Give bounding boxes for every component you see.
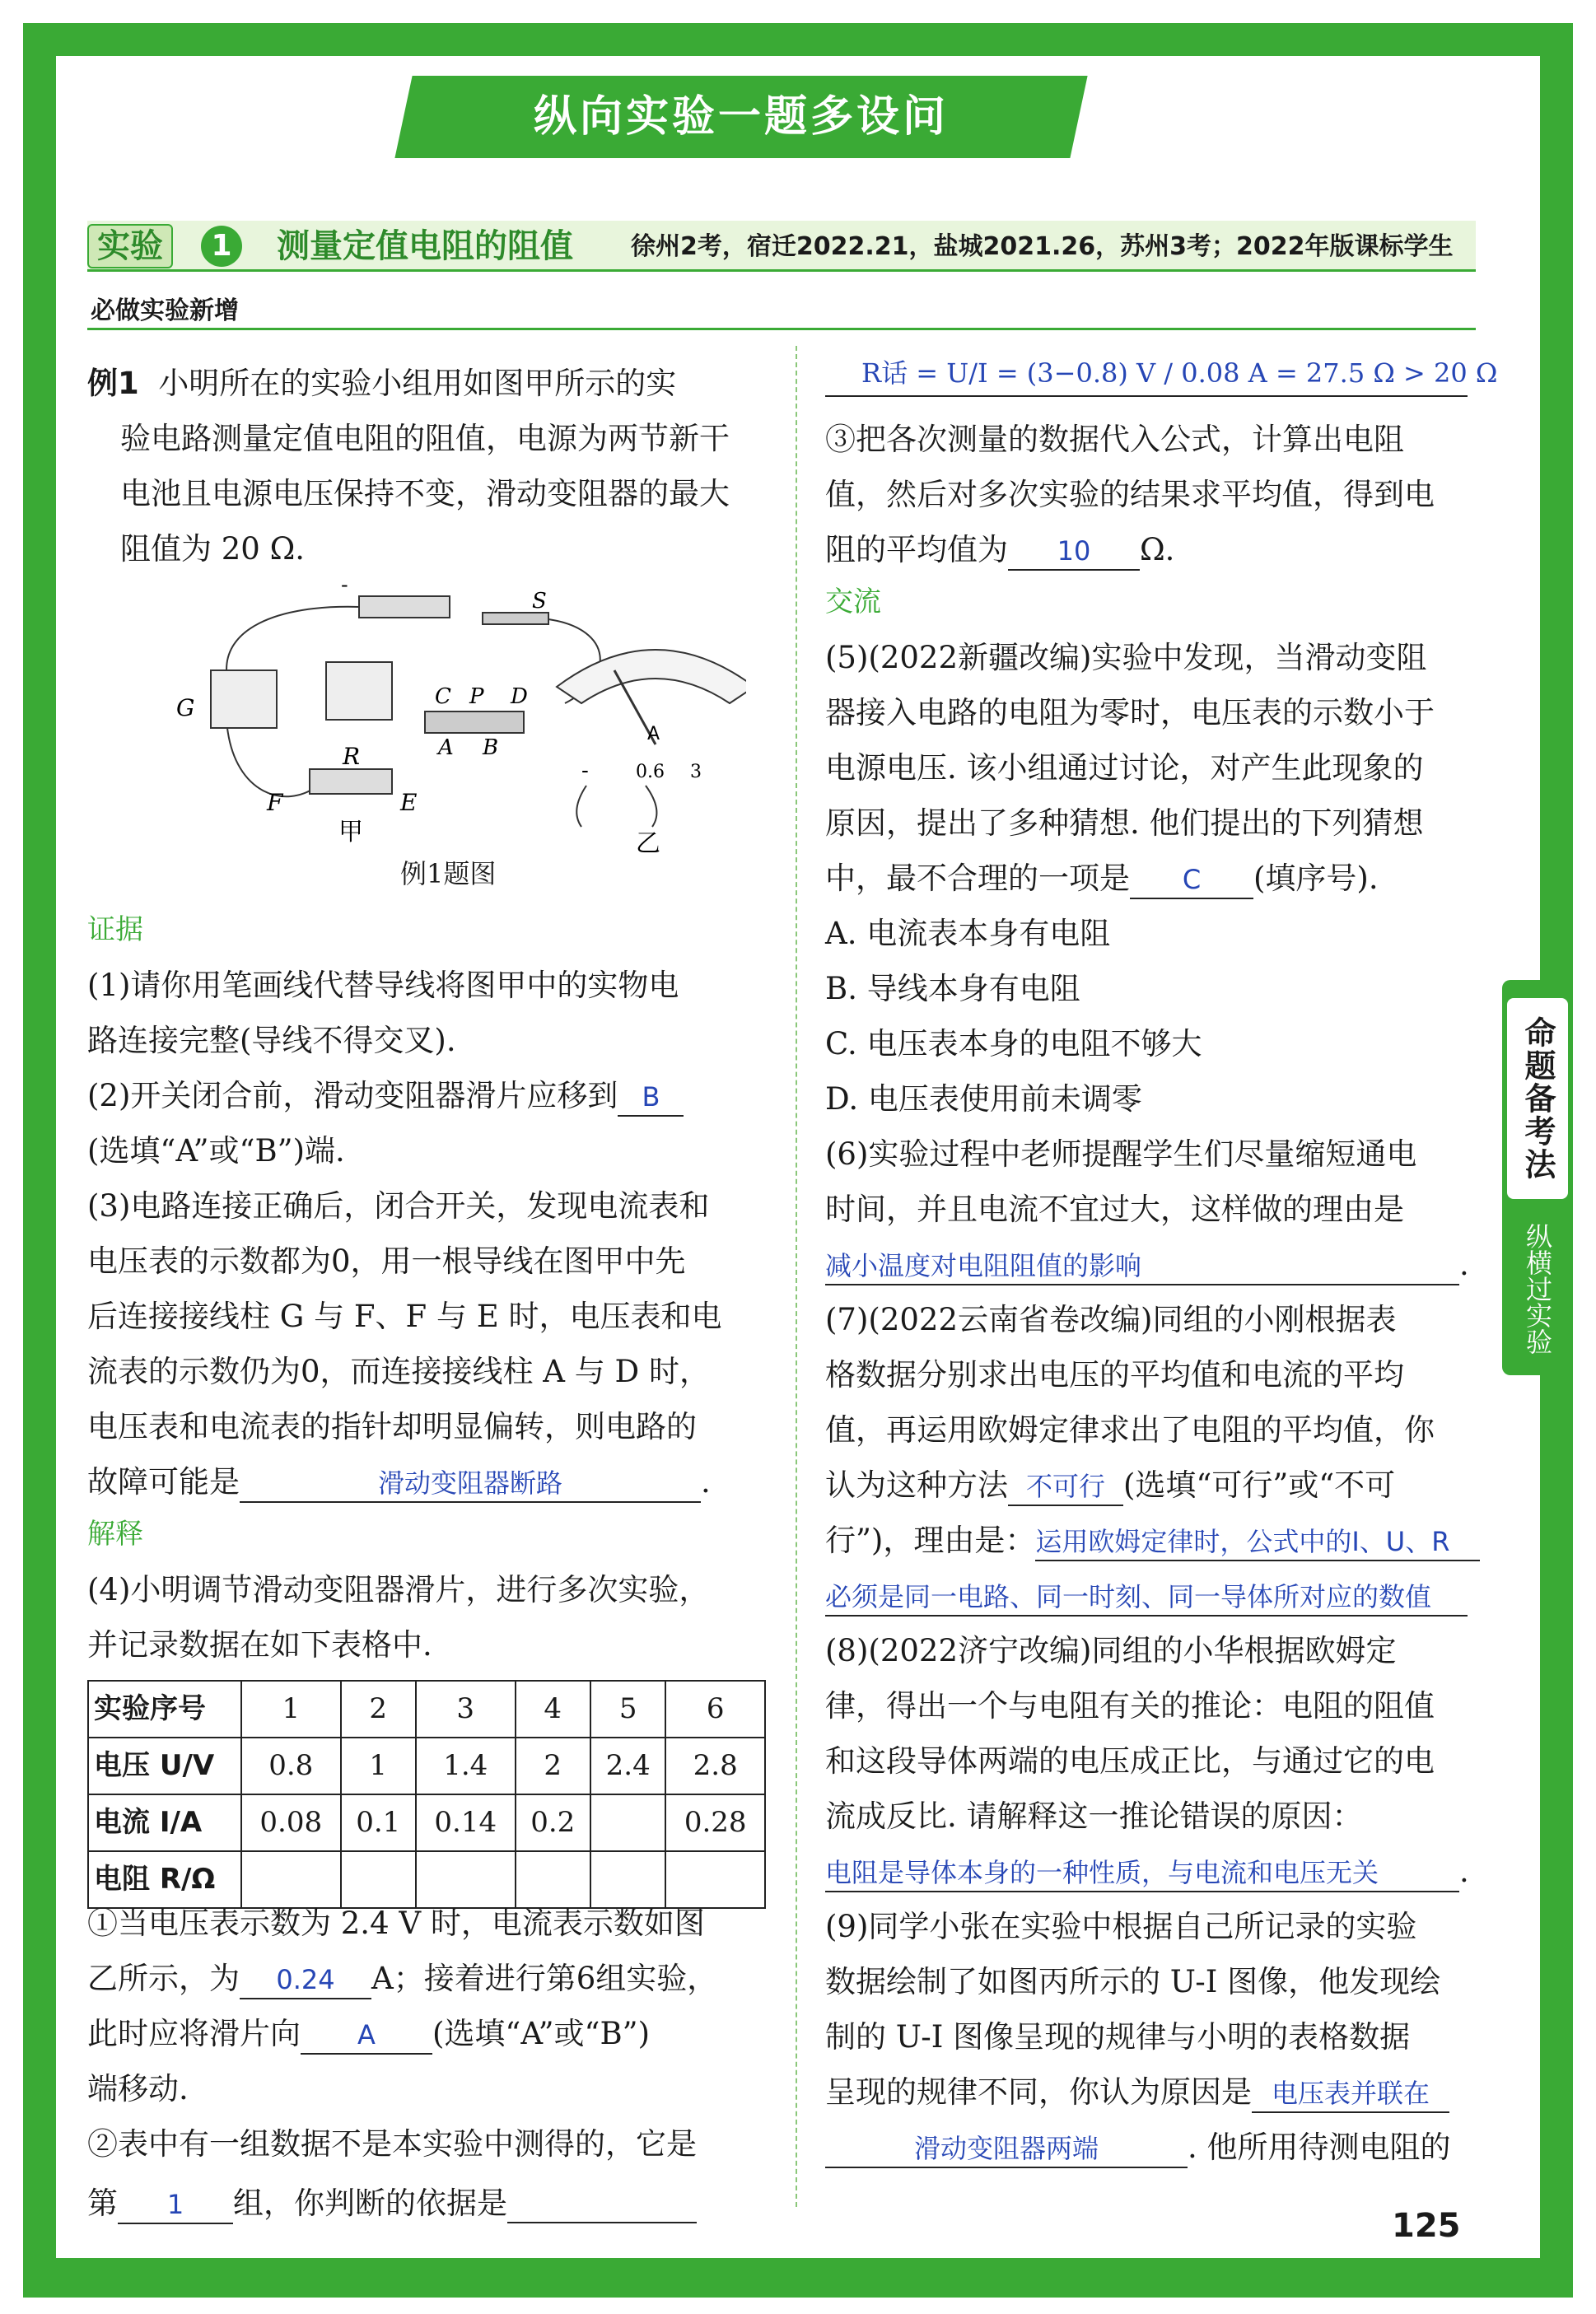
text-line: 后连接接线柱 G 与 F、F 与 E 时，电压表和电	[87, 1299, 722, 1334]
table-cell: 电压 U/V	[88, 1738, 241, 1794]
green-frame-bottom	[23, 2258, 1573, 2298]
question-6-answer-line: 减小温度对电阻阻值的影响 .	[825, 1237, 1469, 1292]
text-line: 和这段导体两端的电压成正比，与通过它的电	[825, 1743, 1435, 1779]
answer-q4-3: 10	[1008, 533, 1140, 571]
text-line: (2)开关闭合前，滑动变阻器滑片应移到	[87, 1078, 618, 1113]
fig-D: D	[511, 684, 528, 709]
experiment-sources: 徐州2考，宿迁2022.21，盐城2021.26，苏州3考；2022年版课标学生	[631, 232, 1454, 261]
text-line: (选填“A”或“B”)端.	[87, 1133, 345, 1169]
green-frame-top	[23, 23, 1573, 56]
question-4-1-line	[87, 1951, 717, 2006]
side-tab-top-label: 命题备考法	[1507, 998, 1568, 1199]
text-line: (9)同学小张在实验中根据自己所记录的实验	[825, 1909, 1417, 1944]
text-line: 值，然后对多次实验的结果求平均值，得到电	[825, 477, 1435, 512]
table-cell: 2	[516, 1738, 590, 1794]
option-c: C. 电压表本身的电阻不够大	[825, 1026, 1202, 1061]
text-line: 原因，提出了多种猜想. 他们提出的下列猜想	[825, 805, 1424, 841]
green-frame-left	[23, 23, 56, 2278]
table-header-cell: 实验序号	[88, 1681, 241, 1738]
experiment-number: 1	[201, 226, 242, 267]
text-line: 小明所在的实验小组用如图甲所示的实	[158, 366, 677, 401]
table-cell: 1.4	[416, 1738, 516, 1794]
question-7-line-2	[825, 1513, 1480, 1568]
table-cell: 1	[341, 1738, 416, 1794]
table-header-row	[88, 1681, 765, 1738]
answer-q4-2: 1	[118, 2186, 233, 2224]
switch-icon	[483, 613, 548, 624]
answer-q5: C	[1130, 861, 1253, 899]
banner	[404, 76, 1079, 158]
text-line: 并记录数据在如下表格中.	[87, 1627, 432, 1663]
text-line: 此时应将滑片向	[87, 2016, 301, 2051]
answer-formula: R话 = U/I = (3−0.8) V / 0.08 A = 27.5 Ω > 20 Ω	[861, 357, 1498, 389]
table-cell: 0.28	[665, 1794, 765, 1851]
text-line: (选填“可行”或“不可	[1123, 1467, 1396, 1503]
text-line: 验电路测量定值电阻的阻值，电源为两节新干	[120, 421, 730, 456]
resistor-icon	[310, 769, 392, 794]
question-7-line-3	[825, 1568, 1468, 1623]
experiment-header	[87, 221, 1476, 272]
answer-q7-2a: 运用欧姆定律时，公式中的I、U、R	[1035, 1523, 1480, 1561]
question-4-2-line	[87, 2176, 697, 2231]
table-header-cell: 5	[590, 1681, 665, 1738]
answer-q4-1: 0.24	[240, 1962, 371, 1999]
answer-q7-1: 不可行	[1008, 1468, 1123, 1506]
text-line: (4)小明调节滑动变阻器滑片，进行多次实验，	[87, 1572, 710, 1607]
text-line: 故障可能是	[87, 1464, 240, 1500]
example-paragraph-1	[87, 356, 676, 411]
fig-jia: 甲	[338, 818, 363, 847]
question-2	[87, 1068, 684, 1123]
fig-E: E	[400, 789, 418, 816]
text-line: 阻值为 20 Ω.	[120, 531, 306, 567]
table-cell	[590, 1794, 665, 1851]
table-cell: 电阻 R/Ω	[88, 1851, 241, 1908]
fig-minus: -	[341, 580, 348, 596]
text-line: 时间，并且电流不宜过大，这样做的理由是	[825, 1192, 1404, 1227]
answer-q9-1: 电压表并联在	[1252, 2075, 1449, 2113]
formula-underline	[825, 376, 1468, 397]
ammeter-icon	[326, 662, 392, 720]
fig-yi: 乙	[636, 829, 660, 858]
experiment-title: 测量定值电阻的阻值	[277, 227, 573, 265]
text-line: 电池且电源电压保持不变，滑动变阻器的最大	[120, 476, 730, 511]
option-a: A. 电流表本身有电阻	[825, 916, 1111, 951]
question-3-answer-line: 故障可能是 滑动变阻器断路 .	[87, 1454, 711, 1509]
table-header-cell: 4	[516, 1681, 590, 1738]
text-line: 电压表的示数都为0，用一根导线在图甲中先	[87, 1243, 686, 1279]
question-9-line-2	[825, 2120, 1451, 2175]
text-line: A；接着进行第6组实验，	[371, 1961, 718, 1996]
table-cell: 0.08	[241, 1794, 341, 1851]
text-line: 流表的示数仍为0，而连接接线柱 A 与 D 时，	[87, 1354, 710, 1389]
text-line: 格数据分别求出电压的平均值和电流的平均	[825, 1357, 1404, 1393]
fig-terminal-minus: -	[581, 758, 589, 783]
battery-icon	[359, 596, 450, 618]
section-exchange: 交流	[825, 585, 881, 618]
text-line: 制的 U-I 图像呈现的规律与小明的表格数据	[825, 2019, 1411, 2055]
table-cell: 2.8	[665, 1738, 765, 1794]
answer-q6: 减小温度对电阻阻值的影响	[825, 1248, 1459, 1285]
text-line: (8)(2022济宁改编)同组的小华根据欧姆定	[825, 1633, 1397, 1668]
text-line: 乙所示，为	[87, 1961, 240, 1996]
text-line: ①当电压表示数为 2.4 V 时，电流表示数如图	[87, 1906, 705, 1941]
text-line: 呈现的规律不同，你认为原因是	[825, 2074, 1252, 2110]
header-rule	[87, 328, 1476, 330]
fig-B: B	[483, 735, 499, 760]
answer-q9-2: 滑动变阻器两端	[825, 2130, 1188, 2168]
circuit-figure	[153, 580, 746, 876]
text-line: Ω.	[1140, 532, 1175, 567]
section-evidence: 证据	[87, 913, 143, 946]
text-line: . 他所用待测电阻的	[1188, 2130, 1451, 2165]
fig-terminal-3: 3	[690, 762, 702, 782]
fig-C: C	[435, 684, 451, 709]
table-cell: 0.14	[416, 1794, 516, 1851]
question-9-line	[825, 2064, 1449, 2120]
fig-F: F	[267, 789, 283, 816]
table-row	[88, 1738, 765, 1794]
text-line: 认为这种方法	[825, 1467, 1008, 1503]
table-header-cell: 6	[665, 1681, 765, 1738]
meter-dial-icon	[557, 650, 746, 703]
text-line: (1)请你用笔画线代替导线将图甲中的实物电	[87, 968, 679, 1003]
answer-q8: 电阻是导体本身的一种性质，与电流和电压无关	[825, 1854, 1459, 1892]
data-table	[87, 1680, 766, 1909]
table-row	[88, 1794, 765, 1851]
text-line: 阻的平均值为	[825, 532, 1008, 567]
experiment-sources-cont: 必做实验新增	[91, 296, 239, 325]
text-line: 数据绘制了如图丙所示的 U-I 图像，他发现绘	[825, 1964, 1441, 1999]
answer-q3: 滑动变阻器断路	[240, 1465, 701, 1503]
table-cell: 0.1	[341, 1794, 416, 1851]
fig-P: P	[469, 684, 484, 709]
question-7-line	[825, 1458, 1395, 1513]
text-line: (6)实验过程中老师提醒学生们尽量缩短通电	[825, 1136, 1417, 1172]
experiment-tag: 实验	[87, 224, 173, 268]
text-line: (选填“A”或“B”)	[432, 2016, 651, 2051]
fig-dial-A: A	[647, 724, 660, 744]
text-line: 端移动.	[87, 2071, 189, 2106]
answer-q2: B	[618, 1079, 684, 1117]
text-line: 第	[87, 2186, 118, 2221]
voltmeter-icon	[211, 670, 277, 728]
fig-G: G	[176, 694, 195, 721]
table-cell: 2.4	[590, 1738, 665, 1794]
text-line: 值，再运用欧姆定律求出了电阻的平均值，你	[825, 1412, 1435, 1448]
section-explain: 解释	[87, 1518, 143, 1551]
text-line: (填序号).	[1253, 861, 1379, 896]
table-header-cell: 1	[241, 1681, 341, 1738]
text-line: 律，得出一个与电阻有关的推论：电阻的阻值	[825, 1688, 1435, 1724]
text-line: 器接入电路的电阻为零时，电压表的示数小于	[825, 695, 1435, 730]
question-4-3-line	[825, 522, 1174, 577]
text-line: 组，你判断的依据是	[233, 2186, 507, 2221]
text-line: 中，最不合理的一项是	[825, 861, 1130, 896]
text-line: 路连接完整(导线不得交叉).	[87, 1023, 456, 1058]
text-line: 电压表和电流表的指针却明显偏转，则电路的	[87, 1409, 697, 1444]
text-line: (3)电路连接正确后，闭合开关，发现电流表和	[87, 1188, 710, 1224]
text-line: 流成反比. 请解释这一推论错误的原因：	[825, 1798, 1363, 1834]
table-cell: 0.2	[516, 1794, 590, 1851]
option-d: D. 电压表使用前未调零	[825, 1081, 1142, 1117]
fig-R: R	[343, 743, 361, 770]
fig-terminal-06: 0.6	[636, 762, 665, 782]
option-b: B. 导线本身有电阻	[825, 971, 1080, 1006]
fig-S: S	[532, 589, 547, 613]
text-line: (5)(2022新疆改编)实验中发现，当滑动变阻	[825, 640, 1427, 675]
table-header-cell: 3	[416, 1681, 516, 1738]
question-5-line	[825, 851, 1379, 906]
answer-q7-2b: 必须是同一电路、同一时刻、同一导体所对应的数值	[825, 1579, 1468, 1617]
fig-A: A	[438, 735, 454, 760]
table-cell: 0.8	[241, 1738, 341, 1794]
text-line: 行”)，理由是：	[825, 1523, 1036, 1558]
banner-title: 纵向实验一题多设问	[533, 92, 949, 142]
rheostat-icon	[425, 711, 524, 733]
question-4-1-line-2	[87, 2006, 650, 2061]
text-line: ②表中有一组数据不是本实验中测得的，它是	[87, 2126, 697, 2162]
question-8-answer-line: 电阻是导体本身的一种性质，与电流和电压无关 .	[825, 1844, 1469, 1899]
answer-q4-1b: A	[301, 2017, 432, 2055]
text-line: 电源电压. 该小组通过讨论，对产生此现象的	[825, 750, 1424, 786]
text-line: (7)(2022云南省卷改编)同组的小刚根据表	[825, 1302, 1397, 1337]
text-line: ③把各次测量的数据代入公式，计算出电阻	[825, 422, 1404, 457]
blank-line	[507, 2186, 697, 2223]
side-tab-bottom-label: 纵横过实验	[1522, 1223, 1553, 1355]
column-divider	[796, 346, 797, 2207]
table-header-cell: 2	[341, 1681, 416, 1738]
page-number: 125	[1392, 2207, 1461, 2245]
example-label: 例1	[87, 366, 139, 401]
table-cell: 电流 I/A	[88, 1794, 241, 1851]
figure-caption: 例1题图	[400, 858, 497, 889]
